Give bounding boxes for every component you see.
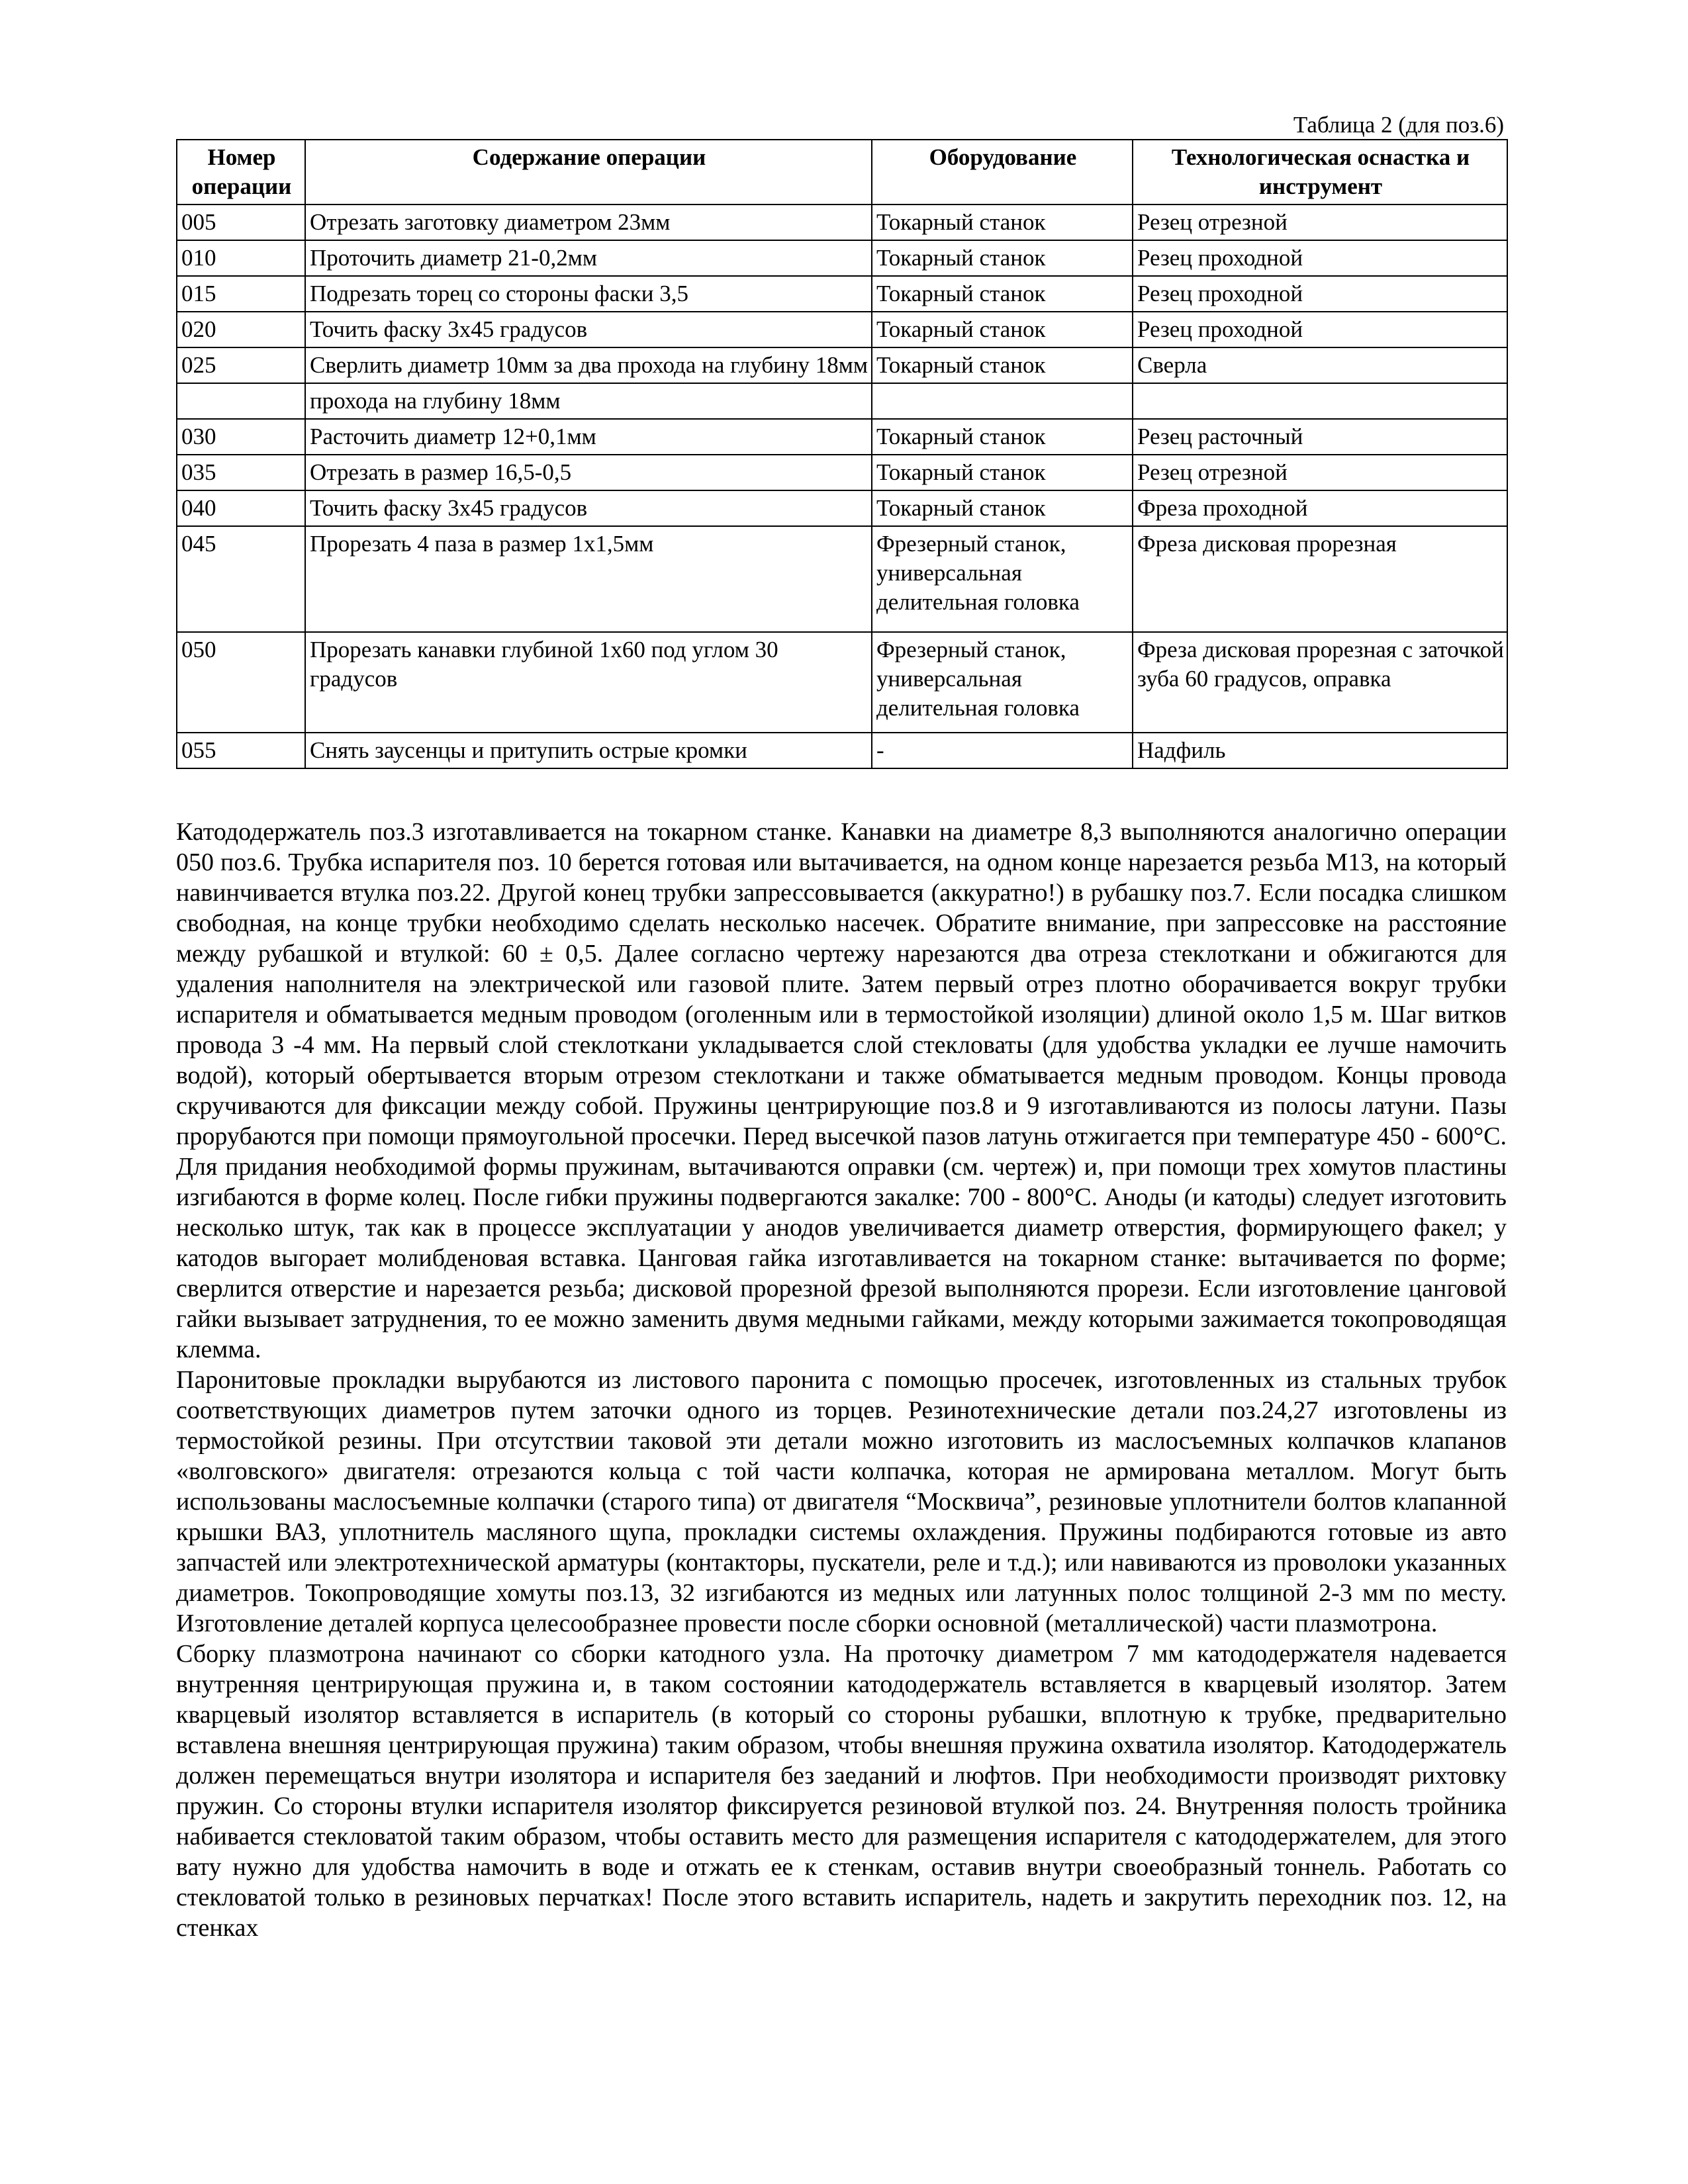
cell-operation-number: 010	[177, 240, 305, 276]
cell-operation-number: 025	[177, 347, 305, 383]
cell-equipment: -	[872, 733, 1133, 768]
cell-operation-content: Прорезать 4 паза в размер 1х1,5мм	[305, 526, 872, 632]
cell-tooling: Резец проходной	[1133, 312, 1507, 347]
cell-operation-number: 055	[177, 733, 305, 768]
header-operation-content: Содержание операции	[305, 140, 872, 205]
cell-equipment: Токарный станок	[872, 312, 1133, 347]
table-row	[177, 632, 1507, 733]
cell-equipment	[872, 383, 1133, 419]
table-row	[177, 383, 1507, 419]
cell-operation-number: 020	[177, 312, 305, 347]
table-header-row	[177, 140, 1507, 205]
cell-equipment: Токарный станок	[872, 276, 1133, 312]
table-row	[177, 419, 1507, 455]
cell-equipment: Фрезерный станок, универсальная делительная головка	[872, 632, 1133, 733]
cell-operation-content: Прорезать канавки глубиной 1х60 под углом 30 градусов	[305, 632, 872, 733]
header-equipment: Оборудование	[872, 140, 1133, 205]
cell-tooling: Резец расточный	[1133, 419, 1507, 455]
cell-equipment: Токарный станок	[872, 455, 1133, 490]
cell-operation-content: прохода на глубину 18мм	[305, 383, 872, 419]
cell-operation-content: Отрезать в размер 16,5-0,5	[305, 455, 872, 490]
cell-tooling	[1133, 383, 1507, 419]
cell-operation-content: Точить фаску 3х45 градусов	[305, 490, 872, 526]
table-row	[177, 455, 1507, 490]
cell-operation-content: Отрезать заготовку диаметром 23мм	[305, 205, 872, 240]
table-row	[177, 312, 1507, 347]
cell-operation-number: 015	[177, 276, 305, 312]
operations-table	[176, 139, 1508, 769]
cell-tooling: Резец отрезной	[1133, 205, 1507, 240]
paragraph: Катододержатель поз.3 изготавливается на токарном станке. Канавки на диаметре 8,3 выполняются аналогично операции 050 поз.6. Трубка испарителя поз. 10 берется готовая или вытачивается, на одном конце нарезается резьба М13, на который навинчивается втулка поз.22. Другой конец трубки запрессовывается (аккуратно!) в рубашку поз.7. Если посадка слишком свободная, на конце трубки необходимо сделать несколько насечек. Обратите внимание, при запрессовке на расстояние между рубашкой и втулкой: 60 ± 0,5. Далее согласно чертежу нарезаются два отреза стеклоткани и обжигаются для удаления наполнителя на электрической или газовой плите. Затем первый отрез плотно оборачивается вокруг трубки испарителя и обматывается медным проводом (оголенным или в термостойкой изоляции) длиной около 1,5 м. Шаг витков провода 3 -4 мм. На первый слой стеклоткани укладывается слой стекловаты (для удобства укладки ее лучше намочить водой), который обертывается вторым отрезом стеклоткани и также обматывается медным проводом. Концы провода скручиваются для фиксации между собой. Пружины центрирующие поз.8 и 9 изготавливаются из полосы латуни. Пазы прорубаются при помощи прямоугольной просечки. Перед высечкой пазов латунь отжигается при температуре 450 - 600°С. Для придания необходимой формы пружинам, вытачиваются оправки (см. чертеж) и, при помощи трех хомутов пластины изгибаются в форме колец. После гибки пружины подвергаются закалке: 700 - 800°С. Аноды (и катоды) следует изготовить несколько штук, так как в процессе эксплуатации у анодов увеличивается диаметр отверстия, формирующего факел; у катодов выгорает молибденовая вставка. Цанговая гайка изготавливается на токарном станке: вытачивается по форме; сверлится отверстие и нарезается резьба; дисковой прорезной фрезой выполняются прорези. Если изготовление цанговой гайки вызывает затруднения, то ее можно заменить двумя медными гайками, между которыми зажимается токопроводящая клемма.	[176, 818, 1507, 1363]
cell-tooling: Сверла	[1133, 347, 1507, 383]
cell-tooling: Фреза дисковая прорезная с заточкой зуба 60 градусов, оправка	[1133, 632, 1507, 733]
cell-tooling: Надфиль	[1133, 733, 1507, 768]
cell-tooling: Резец проходной	[1133, 276, 1507, 312]
cell-equipment: Токарный станок	[872, 205, 1133, 240]
table-row	[177, 276, 1507, 312]
cell-operation-content: Сверлить диаметр 10мм за два прохода на глубину 18мм	[305, 347, 872, 383]
cell-equipment: Фрезерный станок, универсальная делительная головка	[872, 526, 1133, 632]
table-caption: Таблица 2 (для поз.6)	[1293, 112, 1504, 138]
cell-operation-content: Проточить диаметр 21-0,2мм	[305, 240, 872, 276]
cell-tooling: Резец отрезной	[1133, 455, 1507, 490]
table-row	[177, 490, 1507, 526]
cell-tooling: Фреза дисковая прорезная	[1133, 526, 1507, 632]
body-text	[176, 817, 1507, 1943]
cell-equipment: Токарный станок	[872, 347, 1133, 383]
cell-operation-content: Снять заусенцы и притупить острые кромки	[305, 733, 872, 768]
header-tooling: Технологическая оснастка и инструмент	[1133, 140, 1507, 205]
cell-equipment: Токарный станок	[872, 240, 1133, 276]
cell-operation-number: 045	[177, 526, 305, 632]
cell-operation-content: Расточить диаметр 12+0,1мм	[305, 419, 872, 455]
table-row	[177, 733, 1507, 768]
cell-operation-number: 040	[177, 490, 305, 526]
table-row	[177, 347, 1507, 383]
paragraph: Сборку плазмотрона начинают со сборки катодного узла. На проточку диаметром 7 мм катододержателя надевается внутренняя центрирующая пружина и, в таком состоянии катододержатель вставляется в кварцевый изолятор. Затем кварцевый изолятор вставляется в испаритель (в который со стороны рубашки, вплотную к трубке, предварительно вставлена внешняя центрирующая пружина) таким образом, чтобы внешняя пружина охватила изолятор. Катододержатель должен перемещаться внутри изолятора и испарителя без заеданий и люфтов. При необходимости производят рихтовку пружин. Со стороны втулки испарителя изолятор фиксируется резиновой втулкой поз. 24. Внутренняя полость тройника набивается стекловатой таким образом, чтобы оставить место для размещения испарителя с катододержателем, для этого вату нужно для удобства намочить в воде и отжать ее к стенкам, оставив внутри своеобразный тоннель. Работать со стекловатой только в резиновых перчатках! После этого вставить испаритель, надеть и закрутить переходник поз. 12, на стенках	[176, 1640, 1507, 1942]
cell-operation-number: 005	[177, 205, 305, 240]
table-row	[177, 526, 1507, 632]
cell-tooling: Резец проходной	[1133, 240, 1507, 276]
cell-operation-number	[177, 383, 305, 419]
cell-operation-number: 050	[177, 632, 305, 733]
paragraph: Паронитовые прокладки вырубаются из листового паронита с помощью просечек, изготовленных из стальных трубок соответствующих диаметров путем заточки одного из торцев. Резинотехнические детали поз.24,27 изготовлены из термостойкой резины. При отсутствии таковой эти детали можно изготовить из маслосъемных колпачков клапанов «волговского» двигателя: отрезаются кольца с той части колпачка, которая не армирована металлом. Могут быть использованы маслосъемные колпачки (старого типа) от двигателя “Москвича”, резиновые уплотнители болтов клапанной крышки ВАЗ, уплотнитель масляного щупа, прокладки системы охлаждения. Пружины подбираются готовые из авто запчастей или электротехнической арматуры (контакторы, пускатели, реле и т.д.); или навиваются из проволоки указанных диаметров. Токопроводящие хомуты поз.13, 32 изгибаются из медных или латунных полос толщиной 2-3 мм по месту. Изготовление деталей корпуса целесообразнее провести после сборки основной (металлической) части плазмотрона.	[176, 1366, 1507, 1637]
cell-equipment: Токарный станок	[872, 419, 1133, 455]
cell-equipment: Токарный станок	[872, 490, 1133, 526]
cell-operation-content: Точить фаску 3х45 градусов	[305, 312, 872, 347]
cell-operation-number: 035	[177, 455, 305, 490]
cell-tooling: Фреза проходной	[1133, 490, 1507, 526]
table-row	[177, 205, 1507, 240]
header-operation-number: Номер операции	[177, 140, 305, 205]
cell-operation-number: 030	[177, 419, 305, 455]
cell-operation-content: Подрезать торец со стороны фаски 3,5	[305, 276, 872, 312]
table-row	[177, 240, 1507, 276]
